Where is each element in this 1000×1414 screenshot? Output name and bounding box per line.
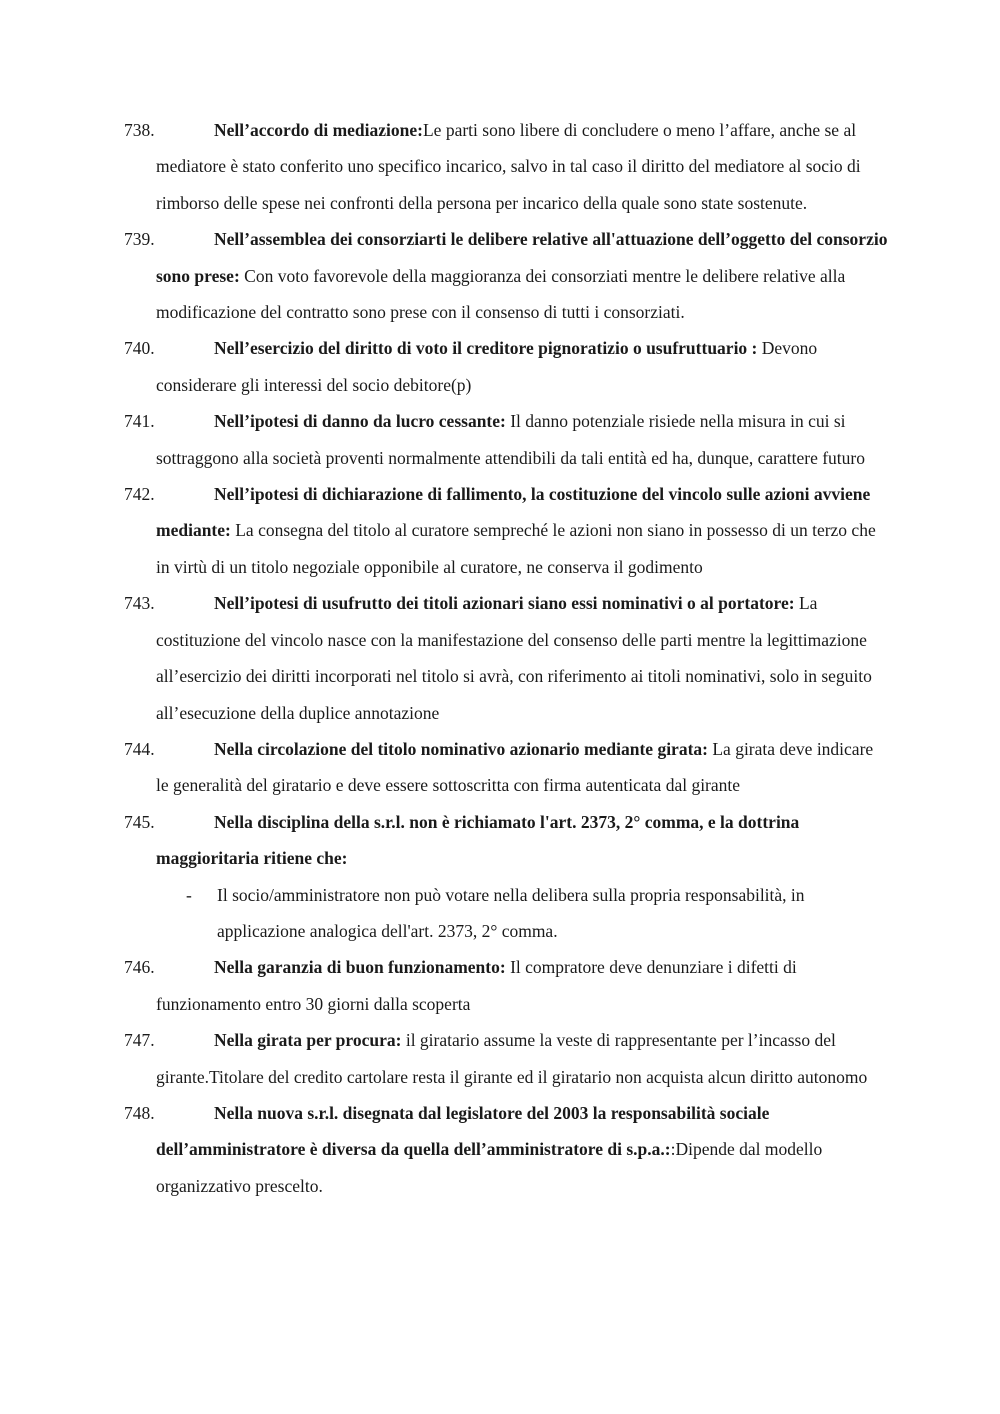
list-item-748 [0,1095,1000,1204]
item-number: 741. [124,411,155,432]
item-number: 739. [124,229,155,250]
item-number: 748. [124,1102,155,1123]
list-item-743 [0,585,1000,731]
item-number: 747. [124,1030,155,1051]
question-text: Nell’ipotesi di usufrutto dei titoli azionari siano essi nominativi o al portatore: [214,593,795,614]
answer-text: Il compratore deve denunziare i difetti di funzionamento entro 30 giorni dalla scoperta [156,957,797,1014]
item-number: 745. [124,811,155,832]
answer-text: Con voto favorevole della maggioranza dei consorziati mentre le delibere relative alla modificazione del contratto sono prese con il consenso di tutti i consorziati. [156,265,846,323]
list-item-742 [0,476,1000,585]
list-item-745 [0,804,1000,877]
list-item-744 [0,731,1000,804]
item-number: 746. [124,957,155,978]
item-number: 740. [124,338,155,359]
list-item-746 [0,949,1000,1022]
question-text: Nella garanzia di buon funzionamento: [214,957,506,978]
answer-text: :Dipende dal modello organizzativo prescelto. [156,1139,823,1196]
item-number: 743. [124,593,155,614]
question-text: Nell’assemblea dei consorziarti le delibere relative all'attuazione dell’oggetto del consorzio sono prese: [156,229,888,286]
answer-text: il giratario assume la veste di rappresentante per l’incasso del girante.Titolare del credito cartolare resta il girante ed il giratario non acquista alcun diritto autonomo [156,1030,868,1087]
question-text: Nell’ipotesi di dichiarazione di fallimento, la costituzione del vincolo sulle azioni avviene mediante: [156,484,871,541]
list-item-738 [0,112,1000,221]
question-text: Nell’esercizio del diritto di voto il creditore pignoratizio o usufruttuario : [214,338,758,359]
answer-text: Le parti sono libere di concludere o meno l’affare, anche se al mediatore è stato conferito uno specifico incarico, salvo in tal caso il diritto del mediatore al socio di rimborso delle spese nei confronti della persona per incarico della quale sono state sostenute. [156,120,861,213]
bullet-dash: - [186,884,192,905]
question-text: Nella girata per procura: [214,1030,402,1051]
list-item-747 [0,1022,1000,1095]
list-item-740 [0,330,1000,403]
answer-text: La consegna del titolo al curatore sempreché le azioni non siano in possesso di un terzo che in virtù di un titolo negoziale opponibile al curatore, ne conserva il godimento [156,520,876,577]
bullet-item [0,877,1000,950]
question-text: Nell’accordo di mediazione: [214,120,423,140]
question-text: Nella disciplina della s.r.l. non è richiamato l'art. 2373, 2° comma, e la dottrina maggioritaria ritiene che: [156,811,800,869]
item-number: 738. [124,120,155,140]
list-item-741 [0,403,1000,476]
answer-text: Devono considerare gli interessi del socio debitore(p) [156,338,818,395]
question-text: Nell’ipotesi di danno da lucro cessante: [214,411,506,432]
item-number: 744. [124,738,155,759]
item-number: 742. [124,484,155,505]
question-text: Nella circolazione del titolo nominativo azionario mediante girata: [214,738,708,759]
answer-text: Il danno potenziale risiede nella misura in cui si sottraggono alla società proventi normalmente attendibili da tali entità ed ha, dunque, carattere futuro [156,411,865,468]
bullet-text: Il socio/amministratore non può votare nella delibera sulla propria responsabilità, in applicazione analogica dell'art. 2373, 2° comma. [217,884,805,941]
list-item-739 [0,221,1000,330]
question-text: Nella nuova s.r.l. disegnata dal legislatore del 2003 la responsabilità sociale dell’amministratore è diversa da quella dell’amministratore di s.p.a.: [156,1102,770,1160]
answer-text: La costituzione del vincolo nasce con la manifestazione del consenso delle parti mentre la legittimazione all’esercizio dei diritti incorporati nel titolo si avrà, con riferimento ai titoli nominativi, solo in seguito all’esecuzione della duplice annotazione [156,593,872,723]
answer-text: La girata deve indicare le generalità del giratario e deve essere sottoscritta con firma autenticata dal girante [156,738,874,796]
